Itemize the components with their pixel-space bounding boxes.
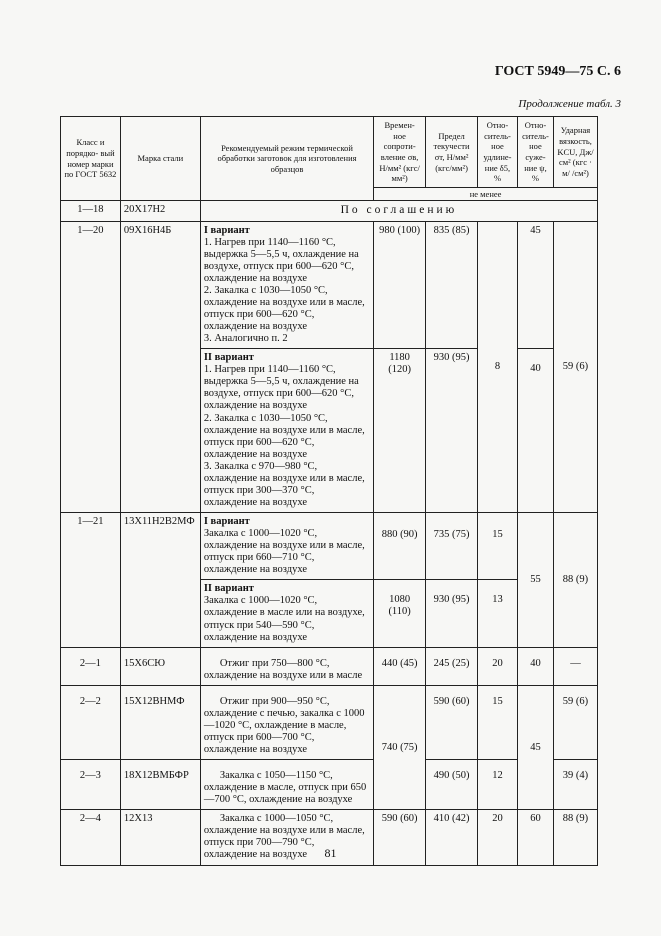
grade-cell: 13Х11Н2В2МФ [120, 513, 200, 648]
elong-cell: 8 [478, 221, 518, 512]
impact-cell: 59 (6) [553, 221, 597, 512]
col-class-header: Класс и порядко- вый номер марки по ГОСТ 5632 [61, 117, 121, 201]
page-number: 81 [324, 846, 337, 860]
yield-cell: 245 (25) [426, 647, 478, 685]
yield-cell: 590 (60) [426, 685, 478, 759]
table-row [61, 647, 598, 685]
class-cell: 2—3 [61, 760, 121, 810]
not-less-label: не менее [374, 187, 598, 201]
variant-title: II вариант [203, 352, 254, 364]
mode-line: 2. Закалка с 1030—1050 °С, охлаждение на воздухе или в масле, отпуск при 600—620 °С, охлаждение на воздухе [203, 284, 365, 333]
col-tensile-header: Времен- ное сопроти- вление σв, Н/мм² (кгс/мм²) [374, 117, 426, 188]
yield-cell: 930 (95) [426, 580, 478, 647]
table-row [61, 201, 598, 221]
impact-cell: 39 (4) [553, 760, 597, 810]
table-row [61, 685, 598, 759]
variant-title: II вариант [203, 583, 254, 595]
col-grade-header: Марка стали [120, 117, 200, 201]
impact-cell: 88 (9) [553, 513, 597, 648]
tensile-cell: 590 (60) [374, 810, 426, 865]
col-contr-header: Отно- ситель- ное суже- ние ψ, % [517, 117, 553, 188]
class-cell: 1—20 [61, 221, 121, 512]
mode-line: Закалка с 1000—1020 °С, охлаждение на воздухе или в масле, отпуск при 660—710 °С, охлаждение на воздухе [203, 528, 365, 576]
contr-cell: 45 [517, 685, 553, 810]
contr-cell: 45 [517, 221, 553, 349]
tensile-cell: 440 (45) [374, 647, 426, 685]
variant-title: I вариант [203, 224, 250, 236]
variant-title: I вариант [203, 516, 250, 528]
mode-cell [200, 349, 373, 513]
mode-cell: Отжиг при 750—800 °С, охлаждение на воздухе или в масле [200, 647, 373, 685]
contr-cell: 40 [517, 647, 553, 685]
yield-cell: 930 (95) [426, 349, 478, 513]
class-cell: 2—2 [61, 685, 121, 759]
mode-line: 2. Закалка с 1030—1050 °С, охлаждение на воздухе или в масле, отпуск при 600—620 °С, охлаждение на воздухе [203, 412, 365, 460]
table-row [61, 760, 598, 810]
tensile-cell: 980 (100) [374, 221, 426, 349]
grade-cell: 18Х12ВМБФР [120, 760, 200, 810]
mode-line: 1. Нагрев при 1140—1160 °С, выдержка 5—5,5 ч, охлаждение на воздухе, отпуск при 600—620 °С, охлаждение на воздухе [203, 236, 359, 284]
grade-cell: 09Х16Н4Б [120, 221, 200, 512]
tensile-cell: 880 (90) [374, 513, 426, 580]
yield-cell: 490 (50) [426, 760, 478, 810]
contr-cell: 40 [517, 349, 553, 513]
grade-cell: 20Х17Н2 [120, 201, 200, 221]
tensile-cell: 1180 (120) [374, 349, 426, 513]
mode-cell: Отжиг при 900—950 °С, охлаждение с печью, закалка с 1000—1020 °С, охлаждение в масле, отпуск при 600—700 °С, охлаждение на воздухе [200, 685, 373, 759]
mode-cell [200, 580, 373, 647]
tensile-cell: 1080 (110) [374, 580, 426, 647]
col-mode-header: Рекомендуемый режим термической обработки заготовок для изготовления образцов [200, 117, 373, 201]
mode-cell: Закалка с 1000—1050 °С, охлаждение на воздухе или в масле, отпуск при 700—790 °С, охлаждение на воздухе [200, 810, 373, 865]
contr-cell: 60 [517, 810, 553, 865]
continuation-label: Продолжение табл. 3 [518, 98, 621, 110]
elong-cell: 12 [478, 760, 518, 810]
class-cell: 1—21 [61, 513, 121, 648]
col-elong-header: Отно- ситель- ное удлине- ние δ5, % [478, 117, 518, 188]
grade-cell: 12Х13 [120, 810, 200, 865]
mode-line: 3. Закалка с 970—980 °С, охлаждение на воздухе или в масле, отпуск при 300—370 °С, охлаждение на воздухе [203, 460, 365, 508]
mode-line: Закалка с 1000—1020 °С, охлаждение в масле или на воздухе, отпуск при 540—590 °С, охлаждение на воздухе [203, 595, 365, 643]
mode-cell: Закалка с 1050—1150 °С, охлаждение в масле, отпуск при 650—700 °С, охлаждение на воздухе [200, 760, 373, 810]
elong-cell: 13 [478, 580, 518, 647]
impact-cell: 59 (6) [553, 685, 597, 759]
mode-cell [200, 221, 373, 349]
mode-line: 1. Нагрев при 1140—1160 °С, выдержка 5—5,5 ч, охлаждение на воздухе, отпуск при 600—620 °С, охлаждение на воздухе [203, 364, 359, 412]
class-cell: 2—1 [61, 647, 121, 685]
class-cell: 1—18 [61, 201, 121, 221]
yield-cell: 735 (75) [426, 513, 478, 580]
contr-cell: 55 [517, 513, 553, 648]
header-row [61, 117, 598, 188]
col-impact-header: Ударная вязкость, KCU, Дж/см² (кгс · м/ /см²) [553, 117, 597, 188]
yield-cell: 410 (42) [426, 810, 478, 865]
grade-cell: 15Х12ВНМФ [120, 685, 200, 759]
table-row [61, 221, 598, 349]
col-yield-header: Предел текучести σт, Н/мм² (кгс/мм²) [426, 117, 478, 188]
standard-header: ГОСТ 5949—75 С. 6 [494, 64, 621, 79]
steel-properties-table [60, 116, 598, 866]
table-row [61, 513, 598, 580]
mode-cell: По соглашению [200, 201, 597, 221]
impact-cell: 88 (9) [553, 810, 597, 865]
elong-cell: 20 [478, 810, 518, 865]
yield-cell: 835 (85) [426, 221, 478, 349]
grade-cell: 15Х6СЮ [120, 647, 200, 685]
elong-cell: 15 [478, 685, 518, 759]
class-cell: 2—4 [61, 810, 121, 865]
mode-line: 3. Аналогично п. 2 [203, 333, 288, 345]
tensile-cell: 740 (75) [374, 685, 426, 810]
impact-cell: — [553, 647, 597, 685]
mode-cell [200, 513, 373, 580]
elong-cell: 15 [478, 513, 518, 580]
elong-cell: 20 [478, 647, 518, 685]
